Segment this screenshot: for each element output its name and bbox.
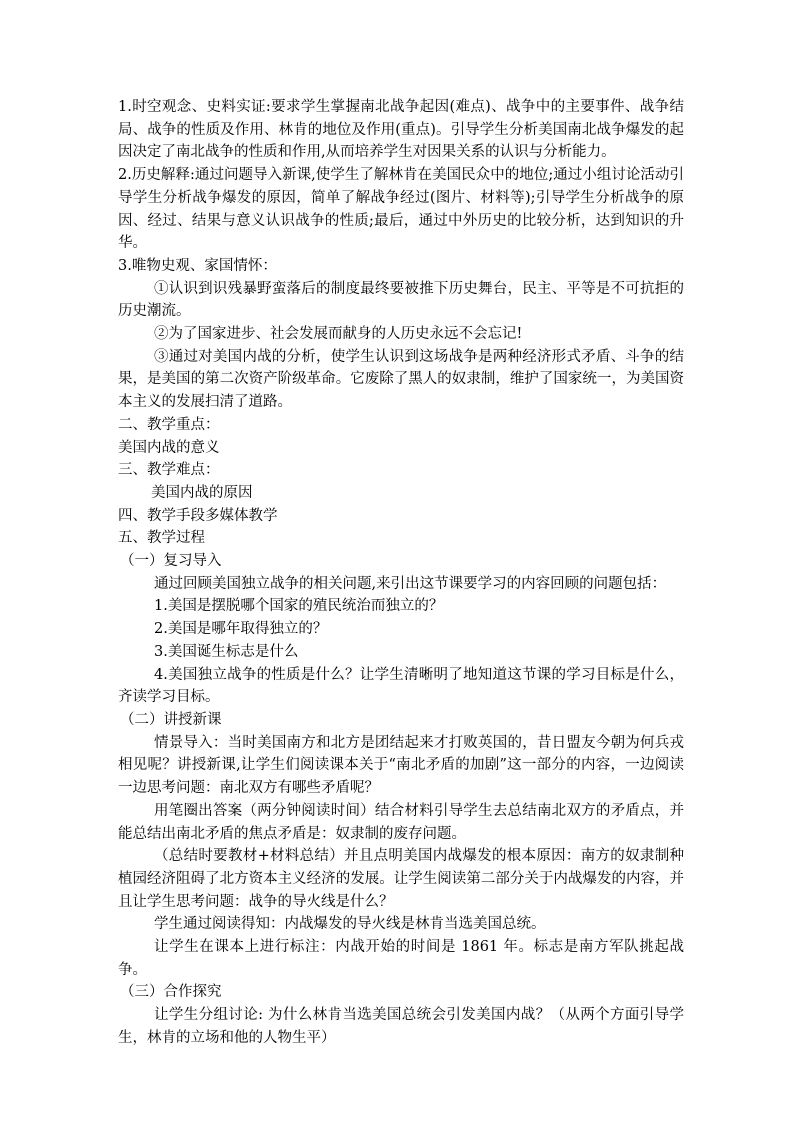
review-question-3: 3.美国诞生标志是什么 [154,643,299,660]
objective-2-paragraph: 2.历史解释:通过问题导入新课,使学生了解林肯在美国民众中的地位;通过小组讨论活动引导学生分析战争爆发的原因，简单了解战争经过(图片、材料等);引导学生分析战争的原因、经过、结果与意义认识战争的性质;最后，通过中外历史的比较分析，达到知识的升华。 [118,167,684,252]
difficulties-text: 美国内战的原因 [151,484,253,501]
key-points-text: 美国内战的意义 [118,439,220,456]
subsection-heading-review: （一）复习导入 [120,553,222,570]
new-lesson-paragraph-5: 让学生在课本上进行标注：内战开始的时间是 1861 年。标志是南方军队挑起战争。 [118,939,684,978]
cooperative-inquiry-paragraph: 让学生分组讨论: 为什么林肯当选美国总统会引发美国内战？（从两个方面引导学生，林肯的立场和他的人物生平） [118,1007,684,1046]
objective-1-paragraph: 1.时空观念、史料实证:要求学生掌握南北战争起因(难点)、战争中的主要事件、战争结局、战争的性质及作用、林肯的地位及作用(重点)。引导学生分析美国南北战争爆发的起因决定了南北战争的性质和作用,从而培养学生对因果关系的认识与分析能力。 [118,99,684,161]
review-question-4: 4.美国独立战争的性质是什么？让学生清晰明了地知道这节课的学习目标是什么，齐读学习目标。 [118,666,684,706]
section-heading-teaching-means: 四、教学手段多媒体教学 [118,507,278,524]
new-lesson-paragraph-1: 情景导入：当时美国南方和北方是团结起来才打败英国的，昔日盟友今朝为何兵戎相见呢？讲授新课,让学生们阅读课本关于“南北矛盾的加剧”这一部分的内容，一边阅读一边思考问题：南北双方有哪些矛盾呢？ [118,734,684,797]
subsection-heading-cooperative-inquiry: （三）合作探究 [120,984,222,1001]
objective-3-item-1: ①认识到识残暴野蛮落后的制度最终要被推下历史舞台，民主、平等是不可抗拒的历史潮流。 [118,280,684,320]
review-intro-paragraph: 通过回顾美国独立战争的相关问题,来引出这节课要学习的内容回顾的问题包括： [154,575,667,592]
section-heading-teaching-process: 五、教学过程 [118,530,205,547]
objective-3-item-2: ②为了国家进步、社会发展而献身的人历史永远不会忘记! [154,326,523,343]
new-lesson-paragraph-3: （总结时要教材+材料总结）并且点明美国内战爆发的根本原因：南方的奴隶制种植园经济阻碍了北方资本主义经济的发展。让学生阅读第二部分关于内战爆发的内容，并且让学生思考问题：战争的导火线是什么？ [118,848,684,910]
new-lesson-paragraph-2: 用笔圈出答案（两分钟阅读时间）结合材料引导学生去总结南北双方的矛盾点，并能总结出南北矛盾的焦点矛盾是：奴隶制的废存问题。 [118,802,684,842]
review-question-2: 2.美国是哪年取得独立的？ [154,621,328,638]
new-lesson-paragraph-4: 学生通过阅读得知：内战爆发的导火线是林肯当选美国总统。 [154,916,546,933]
review-question-1: 1.美国是摆脱哪个国家的殖民统治而独立的？ [154,598,444,615]
document-body [118,96,684,1050]
section-heading-key-points: 二、教学重点： [118,416,220,433]
objective-3-item-3: ③通过对美国内战的分析，使学生认识到这场战争是两种经济形式矛盾、斗争的结果，是美国的第二次资产阶级革命。它废除了黑人的奴隶制，维护了国家统一，为美国资本主义的发展扫清了道路。 [118,348,684,411]
objective-3-heading: 3.唯物史观、家国情怀： [118,257,277,274]
subsection-heading-new-lesson: （二）讲授新课 [120,711,222,728]
section-heading-difficulties: 三、教学难点： [118,462,220,479]
